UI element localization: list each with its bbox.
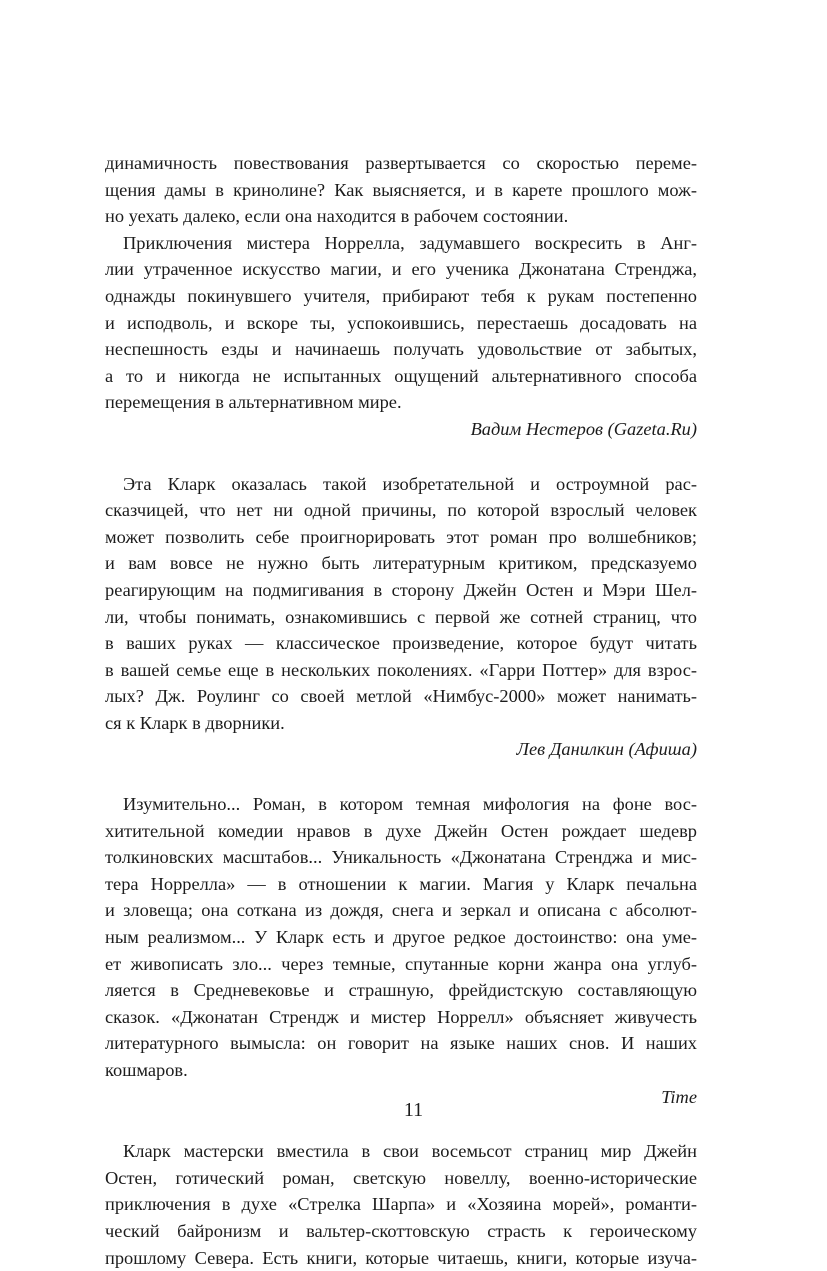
text-line: сказок. «Джонатан Стрендж и мистер Норрелл» объясняет живучесть — [105, 1006, 697, 1027]
text-line: однажды покинувшего учителя, прибирают тебя к рукам постепенно — [105, 285, 697, 306]
paragraph — [105, 791, 697, 1110]
text-line: и вам вовсе не нужно быть литературным критиком, предсказуемо — [105, 553, 697, 574]
quote-attribution: Вадим Нестеров (Gazeta.Ru) — [470, 418, 697, 439]
text-line: а то и никогда не испытанных ощущений альтернативного способа — [105, 365, 697, 386]
text-line: Кларк мастерски вместила в свои восемьсот страниц мир Джейн — [123, 1141, 697, 1162]
text-line: Приключения мистера Норрелла, задумавшего воскресить в Анг- — [123, 232, 697, 253]
text-line: тера Норрелла» — в отношении к магии. Магия у Кларк печальна — [105, 873, 697, 894]
text-line: ческий байронизм и вальтер-скоттовскую страсть к героическому — [105, 1220, 697, 1241]
text-line: приключения в духе «Стрелка Шарпа» и «Хозяина морей», романти- — [105, 1194, 697, 1215]
quote-attribution: Лев Данилкин (Афиша) — [516, 739, 697, 760]
text-line: но уехать далеко, если она находится в рабочем состоянии. — [105, 206, 569, 227]
text-line: ным реализмом... У Кларк есть и другое редкое достоинство: она уме- — [105, 927, 697, 948]
text-line: Эта Кларк оказалась такой изобретательной и остроумной рас- — [123, 473, 697, 494]
text-line: лых? Дж. Роулинг со своей метлой «Нимбус-2000» может нанимать- — [105, 686, 697, 707]
text-line: в вашей семье еще в нескольких поколениях. «Гарри Поттер» для взрос- — [105, 659, 697, 680]
text-line: ляется в Средневековье и страшную, фрейдистскую составляющую — [105, 980, 697, 1001]
text-line: ся к Кларк в дворники. — [105, 712, 285, 733]
text-line: реагирующим на подмигивания в сторону Джейн Остен и Мэри Шел- — [105, 579, 697, 600]
quote-attribution: Time — [661, 1086, 697, 1107]
text-line: кошмаров. — [105, 1060, 188, 1080]
text-line: и исподволь, и вскоре ты, успокоившись, перестаешь досадовать на — [105, 312, 697, 333]
text-line: прошлому Севера. Есть книги, которые читаешь, книги, которые изуча- — [105, 1247, 697, 1268]
text-line: динамичность повествования развертывается со скоростью переме- — [105, 153, 697, 173]
spacer — [105, 763, 697, 791]
text-line: щения дамы в кринолине? Как выясняется, и в карете прошлого мож- — [105, 179, 697, 200]
text-line: ли, чтобы понимать, ознакомившись с первой же сотней страниц, что — [105, 606, 697, 627]
paragraph — [105, 471, 697, 764]
text-line: и зловеща; она соткана из дождя, снега и зеркал и описана с абсолют- — [105, 900, 697, 921]
text-line: Изумительно... Роман, в котором темная мифология на фоне вос- — [123, 794, 697, 815]
paragraph — [105, 230, 697, 443]
text-line: сказчицей, что нет ни одной причины, по которой взрослый человек — [105, 500, 697, 521]
text-line: лии утраченное искусство магии, и его ученика Джонатана Стренджа, — [105, 259, 697, 280]
paragraph — [105, 150, 697, 230]
text-line: хитительной комедии нравов в духе Джейн Остен рождает шедевр — [105, 820, 697, 841]
text-line: перемещения в альтернативном мире. — [105, 392, 402, 413]
text-line: неспешность езды и начинаешь получать удовольствие от забытых, — [105, 339, 697, 360]
text-line: в ваших руках — классическое произведение, которое будут читать — [105, 633, 697, 654]
text-line: может позволить себе проигнорировать этот роман про волшебников; — [105, 526, 697, 547]
page-number: 11 — [403, 1099, 424, 1121]
paragraph — [105, 1138, 697, 1271]
text-line: ет живописать зло... через темные, спутанные корни жанра она углуб- — [105, 953, 697, 974]
spacer — [105, 443, 697, 471]
text-line: литературного вымысла: он говорит на языке наших снов. И наших — [105, 1033, 697, 1054]
text-line: толкиновских масштабов... Уникальность «Джонатана Стренджа и мис- — [105, 847, 697, 868]
text-line: Остен, готический роман, светскую новеллу, военно-исторические — [105, 1167, 697, 1188]
